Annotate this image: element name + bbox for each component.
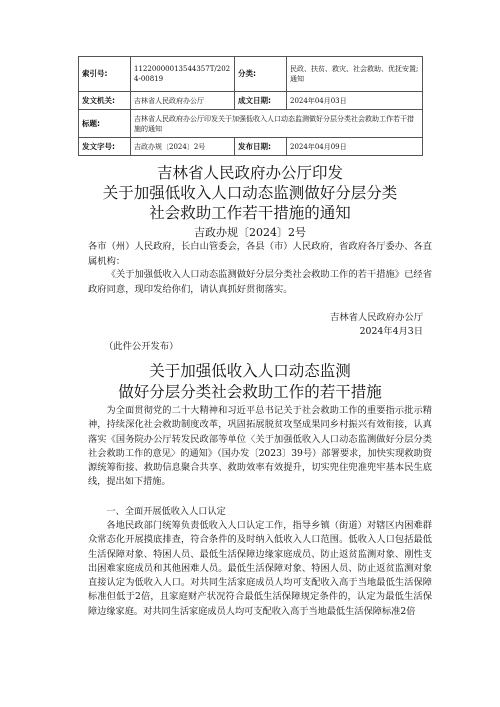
notice-signer: 吉林省人民政府办公厅 (330, 312, 423, 323)
section1-text: 各地民政部门统筹负责低收入人口认定工作，指导乡镇（街道）对辖区内困难群众常态化开展摸底排查，符合条件的及时纳入低收入人口范围。低收入人口包括最低生活保障对象、特困人员、最低生活保障边缘家庭成员、防止返贫监测对象、刚性支出困难家庭成员和其他困难人员。最低生活保障对象、特困人员、防止返贫监测对象直接认定为低收入人口。对共同生活家庭成员人均可支配收入高于当地最低生活保障标准但低于2倍，且家庭财产状况符合最低生活保障规定条件的，认定为最低生活保障边缘家庭。对共同生活家庭成员人均可支配收入高于当地最低生活保障标准2倍 (88, 520, 432, 617)
notice-title-line3: 社会救助工作若干措施的通知 (149, 204, 351, 222)
issuer-value: 吉林省人民政府办公厅 (131, 92, 235, 110)
notice-docno: 吉政办规〔2024〕2号 (194, 226, 306, 239)
notice-addressee: 各市（州）人民政府，长白山管委会，各县（市）人民政府，省政府各厅委办、各直属机构： (88, 241, 432, 267)
notice-date: 2024年4月3日 (359, 326, 423, 337)
date-value: 2024年04月03日 (287, 92, 423, 110)
measures-title-line2: 做好分层分类社会救助工作的若干措施 (118, 383, 382, 401)
measures-title-line1: 关于加强低收入人口动态监测 (149, 362, 351, 380)
pubdate-value: 2024年04月09日 (287, 138, 423, 156)
notice-title-line2: 关于加强低收入人口动态监测做好分层分类 (102, 184, 398, 202)
notice-title-line1: 吉林省人民政府办公厅印发 (156, 164, 343, 182)
document-metadata-table (78, 56, 423, 156)
category-value: 民政、扶贫、救灾、社会救助、优抚安置;通知 (287, 57, 423, 92)
docno-value: 吉政办规〔2024〕2号 (131, 138, 235, 156)
publish-note: （此件公开发布） (104, 341, 179, 352)
title-value: 吉林省人民政府办公厅印发关于加强低收入人口动态监测做好分层分类社会救助工作若干措施的通知 (131, 110, 423, 138)
docno-label: 发文字号: (79, 138, 131, 156)
category-label: 分类: (235, 57, 287, 92)
pubdate-label: 发布日期: (235, 138, 287, 156)
index-label: 索引号: (79, 57, 131, 92)
notice-body: 《关于加强低收入人口动态监测做好分层分类社会救助工作的若干措施》已经省政府同意，现印发给你们，请认真抓好贯彻落实。 (88, 269, 432, 295)
date-label: 成文日期: (235, 92, 287, 110)
issuer-label: 发文机关: (79, 92, 131, 110)
measures-intro: 为全面贯彻党的二十大精神和习近平总书记关于社会救助工作的重要指示批示精神，持续深化社会救助制度改革，巩固拓展脱贫攻坚成果同乡村振兴有效衔接，认真落实《国务院办公厅转发民政部等单位〈关于加强低收入人口动态监测做好分层分类社会救助工作的意见〉的通知》（国办发〔2023〕39号）部署要求，加快实现救助资源统筹衔接、救助信息聚合共享、救助效率有效提升，切实兜住兜准兜牢基本民生底线，提出如下措施。 (88, 405, 432, 488)
section1-heading: 一、全面开展低收入人口认定 (106, 506, 226, 517)
index-value: 11220000013544357T/2024-00819 (131, 57, 235, 92)
title-label: 标题: (79, 110, 131, 138)
